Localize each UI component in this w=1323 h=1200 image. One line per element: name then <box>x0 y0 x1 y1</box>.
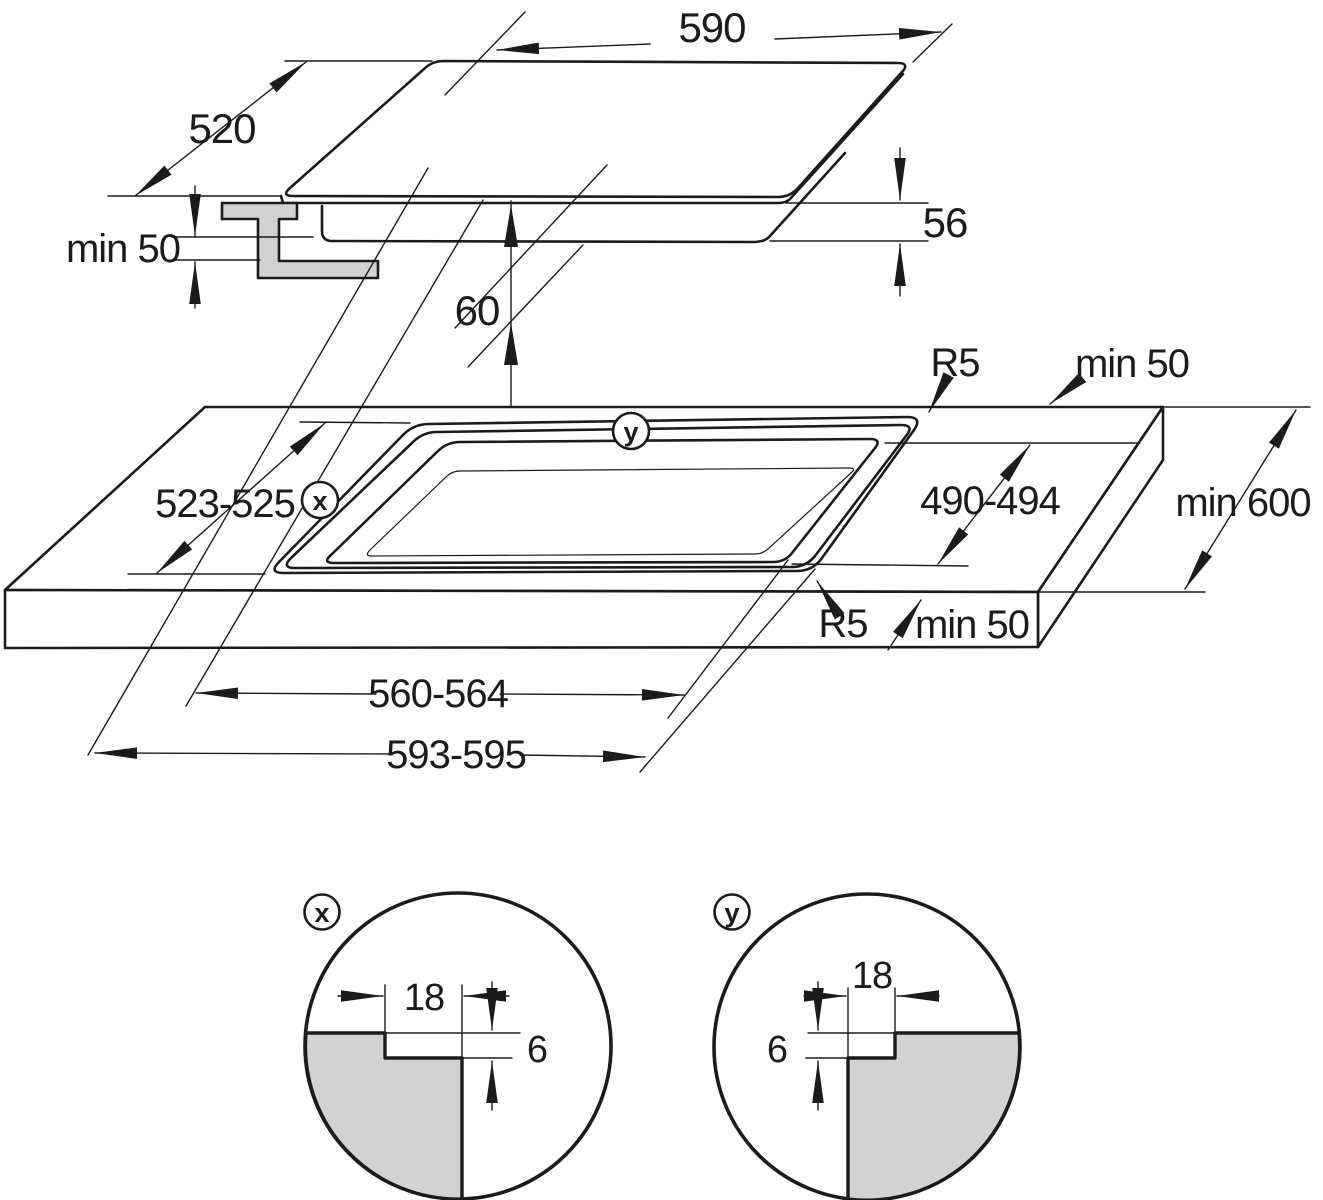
dim-593-arrow-left <box>95 753 392 754</box>
min50-rear-leader <box>1050 382 1077 404</box>
r5-bottom-label: R5 <box>818 602 868 646</box>
detail-y-section <box>848 1033 1020 1200</box>
dim-60-arrow-2 <box>504 323 518 365</box>
detail-x-18-label: 18 <box>403 977 445 1019</box>
dim-590-arrow-left <box>497 44 650 50</box>
dim-60-arrow-1 <box>504 205 518 247</box>
dim-min50-left-label: min 50 <box>65 227 181 271</box>
min50-rear-label: min 50 <box>1074 342 1190 386</box>
dim-523-ext-top <box>300 422 410 423</box>
side-view <box>66 4 967 415</box>
dim-590-arrow-right <box>775 32 941 39</box>
detail-x-section <box>305 1033 462 1199</box>
detail-x-marker-label: x <box>312 486 328 516</box>
dim-590-ext-right <box>913 24 952 62</box>
dim-590-label: 590 <box>678 4 746 51</box>
detail-y <box>714 894 1020 1200</box>
detail-y-marker-label: y <box>623 417 639 447</box>
dim-560-label: 560-564 <box>368 672 508 716</box>
dim-520-label: 520 <box>188 105 256 152</box>
detail-x-6-label: 6 <box>526 1029 548 1071</box>
dim-593-label: 593-595 <box>386 733 526 777</box>
dim-560-arrow-right <box>500 694 684 695</box>
dim-560-arrow-left <box>196 693 376 694</box>
dim-min600-label: min 600 <box>1175 481 1311 525</box>
min50-front-label: min 50 <box>914 603 1030 647</box>
dim-523-label: 523-525 <box>155 482 295 526</box>
dim-60-label: 60 <box>454 287 500 334</box>
detail-y-18-label: 18 <box>851 955 893 997</box>
dim-593-arrow-right <box>520 755 645 757</box>
worktop-front-face <box>5 590 1038 648</box>
detail-y-badge-label: y <box>724 898 740 928</box>
dim-56-label: 56 <box>922 199 968 246</box>
detail-x-badge-label: x <box>314 898 330 928</box>
detail-x <box>305 893 612 1199</box>
dim-490-label: 490-494 <box>920 479 1060 523</box>
r5-top-label: R5 <box>930 341 980 385</box>
detail-y-6-label: 6 <box>766 1029 788 1071</box>
